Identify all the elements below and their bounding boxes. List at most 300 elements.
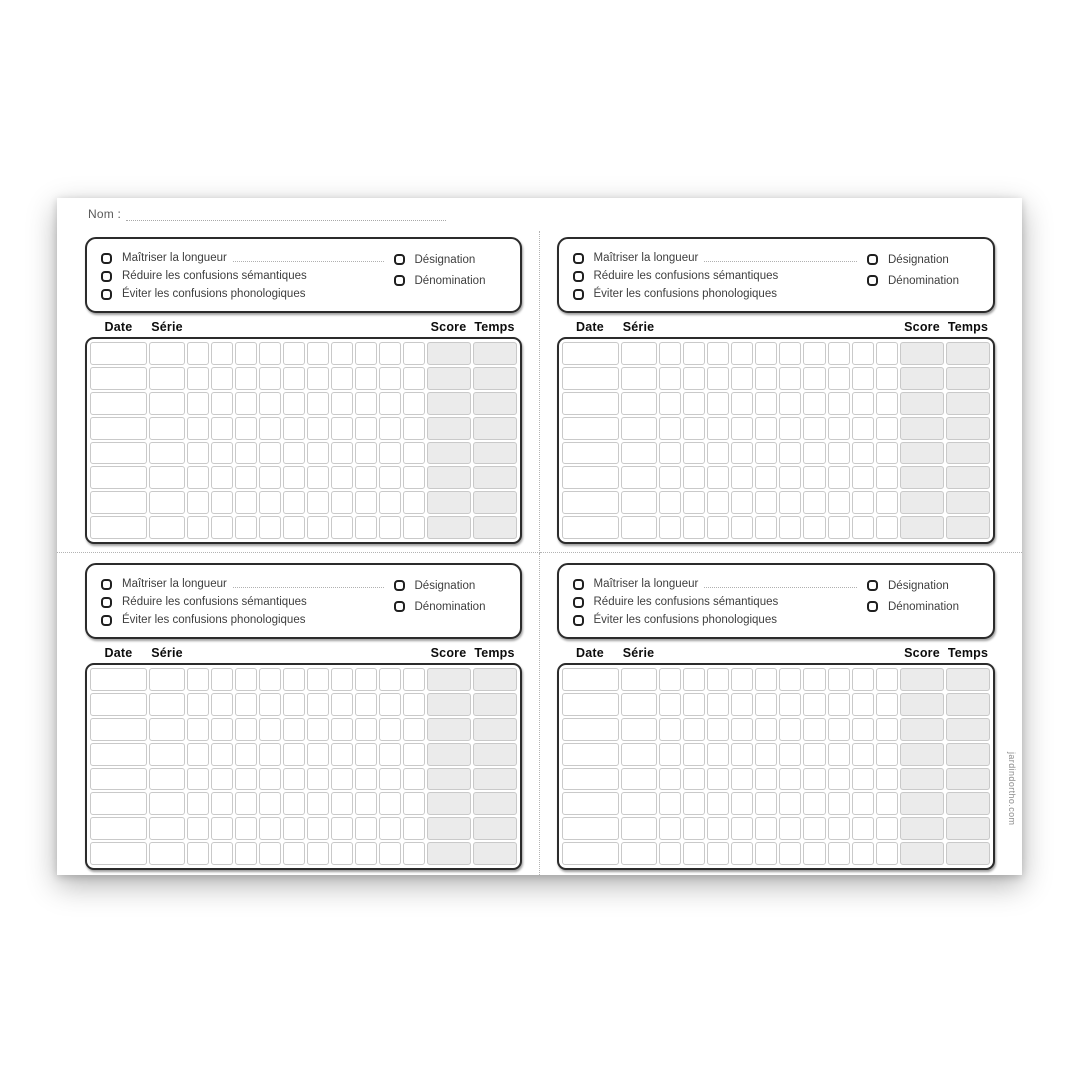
score-cell xyxy=(900,466,944,489)
tick-cell xyxy=(852,516,874,539)
tick-cell xyxy=(355,392,377,415)
modes-column xyxy=(867,575,979,629)
tick-cell xyxy=(379,392,401,415)
tick-cell xyxy=(707,718,729,741)
tick-cell xyxy=(876,693,898,716)
tick-cell xyxy=(731,367,753,390)
tick-cell xyxy=(755,367,777,390)
score-column-header: Score xyxy=(904,646,940,660)
tick-cell xyxy=(187,342,209,365)
table-header-row xyxy=(557,320,996,334)
serie-cell xyxy=(621,817,657,840)
checkbox-icon xyxy=(101,271,112,282)
tick-cell xyxy=(379,718,401,741)
date-cell xyxy=(562,768,619,791)
serie-cell xyxy=(149,743,185,766)
date-cell xyxy=(90,491,147,514)
tick-cell xyxy=(876,817,898,840)
tick-cell xyxy=(187,491,209,514)
temps-cell xyxy=(473,516,517,539)
tick-cell xyxy=(731,768,753,791)
score-cell xyxy=(900,417,944,440)
tick-cell xyxy=(331,792,353,815)
tick-cell xyxy=(779,367,801,390)
tick-cell xyxy=(683,817,705,840)
tick-cell xyxy=(659,693,681,716)
tick-cell xyxy=(307,693,329,716)
serie-cell xyxy=(621,516,657,539)
tick-cell xyxy=(331,817,353,840)
date-column-header: Date xyxy=(576,320,604,334)
tick-cell xyxy=(803,342,825,365)
score-cell xyxy=(427,417,471,440)
mode-row-denomination xyxy=(394,596,506,617)
tick-cell xyxy=(259,491,281,514)
mode-label: Désignation xyxy=(414,253,476,266)
serie-cell xyxy=(621,417,657,440)
tracking-quadrant xyxy=(540,231,1023,553)
table-row xyxy=(562,718,991,741)
serie-cell xyxy=(621,392,657,415)
tick-cell xyxy=(355,768,377,791)
temps-cell xyxy=(473,417,517,440)
tick-cell xyxy=(828,417,850,440)
tick-cell xyxy=(755,693,777,716)
tick-cell xyxy=(211,367,233,390)
date-cell xyxy=(90,417,147,440)
tick-cell xyxy=(779,491,801,514)
name-label: Nom : xyxy=(88,207,122,221)
checkbox-icon xyxy=(394,580,405,591)
temps-cell xyxy=(946,768,990,791)
tick-cell xyxy=(307,491,329,514)
mode-row-designation xyxy=(394,575,506,596)
tick-cell xyxy=(211,466,233,489)
tick-cell xyxy=(803,743,825,766)
tick-cell xyxy=(211,442,233,465)
tick-cell xyxy=(731,442,753,465)
tick-cell xyxy=(803,491,825,514)
table-row xyxy=(562,768,991,791)
goal-row-semantic xyxy=(101,267,394,285)
temps-cell xyxy=(946,392,990,415)
serie-cell xyxy=(621,668,657,691)
tick-cell xyxy=(707,491,729,514)
tick-cell xyxy=(235,817,257,840)
tick-cell xyxy=(403,842,425,865)
tick-cell xyxy=(187,417,209,440)
table-row xyxy=(562,392,991,415)
temps-cell xyxy=(473,392,517,415)
tick-cell xyxy=(779,743,801,766)
tick-cell xyxy=(211,817,233,840)
table-row xyxy=(90,768,517,791)
tick-cell xyxy=(307,342,329,365)
mode-row-denomination xyxy=(867,596,979,617)
score-cell xyxy=(427,367,471,390)
tick-cell xyxy=(283,491,305,514)
tick-cell xyxy=(876,718,898,741)
serie-cell xyxy=(149,442,185,465)
tick-cell xyxy=(828,743,850,766)
tick-cell xyxy=(707,342,729,365)
tick-cell xyxy=(876,668,898,691)
tick-cell xyxy=(403,668,425,691)
mode-row-designation xyxy=(867,575,979,596)
temps-column-header: Temps xyxy=(947,646,989,660)
temps-cell xyxy=(473,842,517,865)
score-column-header: Score xyxy=(904,320,940,334)
date-cell xyxy=(562,466,619,489)
date-cell xyxy=(562,516,619,539)
checkbox-icon xyxy=(573,253,584,264)
temps-cell xyxy=(946,466,990,489)
tick-cell xyxy=(828,516,850,539)
date-cell xyxy=(90,693,147,716)
tick-cell xyxy=(403,743,425,766)
tick-cell xyxy=(307,516,329,539)
goal-row-phonologic xyxy=(573,285,868,303)
tick-cell xyxy=(683,516,705,539)
date-cell xyxy=(562,718,619,741)
date-cell xyxy=(90,668,147,691)
date-cell xyxy=(562,417,619,440)
tick-cell xyxy=(683,367,705,390)
score-cell xyxy=(427,718,471,741)
tick-cell xyxy=(707,743,729,766)
serie-cell xyxy=(149,693,185,716)
checkbox-icon xyxy=(101,615,112,626)
tick-cell xyxy=(707,668,729,691)
table-row xyxy=(90,668,517,691)
tick-cell xyxy=(755,768,777,791)
tick-cell xyxy=(307,718,329,741)
goal-row-phonologic xyxy=(101,285,394,303)
tick-cell xyxy=(828,768,850,791)
tick-cell xyxy=(707,842,729,865)
temps-cell xyxy=(946,442,990,465)
checkbox-icon xyxy=(867,275,878,286)
goals-column xyxy=(573,249,868,303)
tick-cell xyxy=(187,693,209,716)
score-grid-table xyxy=(85,663,522,870)
tick-cell xyxy=(235,442,257,465)
tick-cell xyxy=(683,417,705,440)
date-cell xyxy=(90,392,147,415)
tick-cell xyxy=(683,842,705,865)
tick-cell xyxy=(828,693,850,716)
tick-cell xyxy=(259,516,281,539)
goals-panel xyxy=(85,563,522,639)
tick-cell xyxy=(828,466,850,489)
tick-cell xyxy=(211,342,233,365)
tick-cell xyxy=(707,516,729,539)
score-cell xyxy=(900,842,944,865)
date-cell xyxy=(90,792,147,815)
tick-cell xyxy=(187,442,209,465)
date-cell xyxy=(562,442,619,465)
tick-cell xyxy=(683,718,705,741)
tick-cell xyxy=(659,842,681,865)
tick-cell xyxy=(828,718,850,741)
table-row xyxy=(562,693,991,716)
checkbox-icon xyxy=(573,579,584,590)
name-write-in-line xyxy=(126,209,446,221)
tick-cell xyxy=(187,768,209,791)
temps-cell xyxy=(946,817,990,840)
tick-cell xyxy=(731,743,753,766)
serie-cell xyxy=(621,442,657,465)
tick-cell xyxy=(852,466,874,489)
temps-cell xyxy=(473,792,517,815)
tick-cell xyxy=(211,743,233,766)
tick-cell xyxy=(355,342,377,365)
goal-label: Réduire les confusions sémantiques xyxy=(593,270,779,282)
write-in-dotted-line xyxy=(704,254,857,262)
tick-cell xyxy=(852,367,874,390)
tick-cell xyxy=(731,842,753,865)
goal-label: Maîtriser la longueur xyxy=(593,578,699,590)
tick-cell xyxy=(755,718,777,741)
tick-cell xyxy=(659,491,681,514)
temps-cell xyxy=(946,516,990,539)
tick-cell xyxy=(187,718,209,741)
worksheet-page xyxy=(57,198,1022,875)
tick-cell xyxy=(235,792,257,815)
tick-cell xyxy=(779,342,801,365)
tick-cell xyxy=(731,693,753,716)
tick-cell xyxy=(828,668,850,691)
tick-cell xyxy=(211,768,233,791)
mode-row-designation xyxy=(394,249,506,270)
tick-cell xyxy=(828,817,850,840)
tick-cell xyxy=(803,392,825,415)
tick-cell xyxy=(683,392,705,415)
tick-cell xyxy=(259,718,281,741)
tick-cell xyxy=(659,768,681,791)
score-grid-table xyxy=(85,337,522,544)
tick-cell xyxy=(707,466,729,489)
tick-cell xyxy=(731,516,753,539)
serie-cell xyxy=(149,768,185,791)
modes-column xyxy=(867,249,979,303)
tick-cell xyxy=(331,342,353,365)
serie-cell xyxy=(621,792,657,815)
tick-cell xyxy=(235,718,257,741)
tick-cell xyxy=(355,817,377,840)
tick-cell xyxy=(852,718,874,741)
temps-cell xyxy=(473,768,517,791)
tick-cell xyxy=(731,792,753,815)
tick-cell xyxy=(852,693,874,716)
score-cell xyxy=(427,668,471,691)
table-row xyxy=(90,491,517,514)
tick-cell xyxy=(379,516,401,539)
serie-cell xyxy=(621,491,657,514)
score-cell xyxy=(900,792,944,815)
temps-cell xyxy=(946,668,990,691)
tick-cell xyxy=(355,693,377,716)
tick-cell xyxy=(403,792,425,815)
table-header-row xyxy=(85,646,522,660)
tick-cell xyxy=(379,768,401,791)
tick-cell xyxy=(779,842,801,865)
mode-row-designation xyxy=(867,249,979,270)
mode-label: Dénomination xyxy=(888,274,959,287)
tick-cell xyxy=(803,367,825,390)
table-row xyxy=(90,466,517,489)
tick-cell xyxy=(779,792,801,815)
temps-cell xyxy=(473,466,517,489)
temps-column-header: Temps xyxy=(474,646,515,660)
tick-cell xyxy=(755,516,777,539)
tick-cell xyxy=(731,392,753,415)
tick-cell xyxy=(403,442,425,465)
tick-cell xyxy=(355,743,377,766)
goal-row-phonologic xyxy=(101,611,394,629)
tick-cell xyxy=(731,718,753,741)
tick-cell xyxy=(259,768,281,791)
tick-cell xyxy=(683,442,705,465)
serie-cell xyxy=(621,743,657,766)
temps-cell xyxy=(946,367,990,390)
tick-cell xyxy=(235,392,257,415)
mode-label: Dénomination xyxy=(888,600,959,613)
tick-cell xyxy=(283,342,305,365)
tick-cell xyxy=(259,792,281,815)
tick-cell xyxy=(852,442,874,465)
tick-cell xyxy=(379,491,401,514)
tick-cell xyxy=(235,417,257,440)
score-grid-table xyxy=(557,337,996,544)
table-row xyxy=(90,442,517,465)
tick-cell xyxy=(659,668,681,691)
checkbox-icon xyxy=(394,275,405,286)
tick-cell xyxy=(876,842,898,865)
checkbox-icon xyxy=(867,601,878,612)
tick-cell xyxy=(235,466,257,489)
tick-cell xyxy=(779,768,801,791)
tick-cell xyxy=(331,768,353,791)
tick-cell xyxy=(876,516,898,539)
tick-cell xyxy=(803,417,825,440)
tick-cell xyxy=(755,668,777,691)
tick-cell xyxy=(828,792,850,815)
tick-cell xyxy=(331,842,353,865)
mode-row-denomination xyxy=(394,270,506,291)
tick-cell xyxy=(755,466,777,489)
table-row xyxy=(562,743,991,766)
score-cell xyxy=(900,817,944,840)
score-cell xyxy=(900,743,944,766)
tick-cell xyxy=(707,442,729,465)
score-cell xyxy=(427,792,471,815)
temps-cell xyxy=(946,842,990,865)
tick-cell xyxy=(379,743,401,766)
goal-label: Éviter les confusions phonologiques xyxy=(593,288,777,300)
table-row xyxy=(562,442,991,465)
tick-cell xyxy=(283,516,305,539)
tick-cell xyxy=(211,693,233,716)
tick-cell xyxy=(379,693,401,716)
table-row xyxy=(90,693,517,716)
tick-cell xyxy=(876,792,898,815)
score-cell xyxy=(427,442,471,465)
tick-cell xyxy=(403,817,425,840)
serie-cell xyxy=(149,842,185,865)
tick-cell xyxy=(259,466,281,489)
serie-cell xyxy=(621,342,657,365)
tick-cell xyxy=(683,466,705,489)
goal-row-phonologic xyxy=(573,611,868,629)
date-cell xyxy=(562,743,619,766)
checkbox-icon xyxy=(394,254,405,265)
serie-cell xyxy=(621,718,657,741)
tick-cell xyxy=(828,442,850,465)
table-row xyxy=(90,342,517,365)
tick-cell xyxy=(828,342,850,365)
tick-cell xyxy=(779,693,801,716)
checkbox-icon xyxy=(573,289,584,300)
tracking-quadrant xyxy=(540,553,1023,875)
table-row xyxy=(90,718,517,741)
tick-cell xyxy=(331,668,353,691)
table-row xyxy=(562,842,991,865)
name-row xyxy=(88,207,446,221)
score-cell xyxy=(900,718,944,741)
tick-cell xyxy=(355,668,377,691)
score-cell xyxy=(427,693,471,716)
tick-cell xyxy=(211,718,233,741)
goal-row-length xyxy=(101,575,394,593)
tick-cell xyxy=(683,693,705,716)
checkbox-icon xyxy=(573,597,584,608)
mode-label: Désignation xyxy=(888,253,949,266)
tick-cell xyxy=(683,768,705,791)
date-cell xyxy=(90,768,147,791)
tick-cell xyxy=(403,693,425,716)
score-cell xyxy=(427,768,471,791)
date-cell xyxy=(562,342,619,365)
tick-cell xyxy=(852,743,874,766)
tick-cell xyxy=(331,693,353,716)
tick-cell xyxy=(403,718,425,741)
temps-cell xyxy=(473,743,517,766)
checkbox-icon xyxy=(101,579,112,590)
tick-cell xyxy=(852,342,874,365)
tick-cell xyxy=(659,516,681,539)
checkbox-icon xyxy=(101,597,112,608)
goal-label: Maîtriser la longueur xyxy=(593,252,699,264)
tick-cell xyxy=(331,466,353,489)
table-row xyxy=(90,516,517,539)
temps-column-header: Temps xyxy=(474,320,515,334)
tick-cell xyxy=(235,842,257,865)
tick-cell xyxy=(331,516,353,539)
goal-label: Éviter les confusions phonologiques xyxy=(593,614,777,626)
tick-cell xyxy=(307,367,329,390)
tick-cell xyxy=(187,842,209,865)
tick-cell xyxy=(683,792,705,815)
tick-cell xyxy=(403,367,425,390)
tick-cell xyxy=(235,491,257,514)
score-cell xyxy=(427,743,471,766)
tick-cell xyxy=(283,768,305,791)
tick-cell xyxy=(379,417,401,440)
goal-label: Éviter les confusions phonologiques xyxy=(122,288,306,300)
date-cell xyxy=(562,367,619,390)
tick-cell xyxy=(211,491,233,514)
